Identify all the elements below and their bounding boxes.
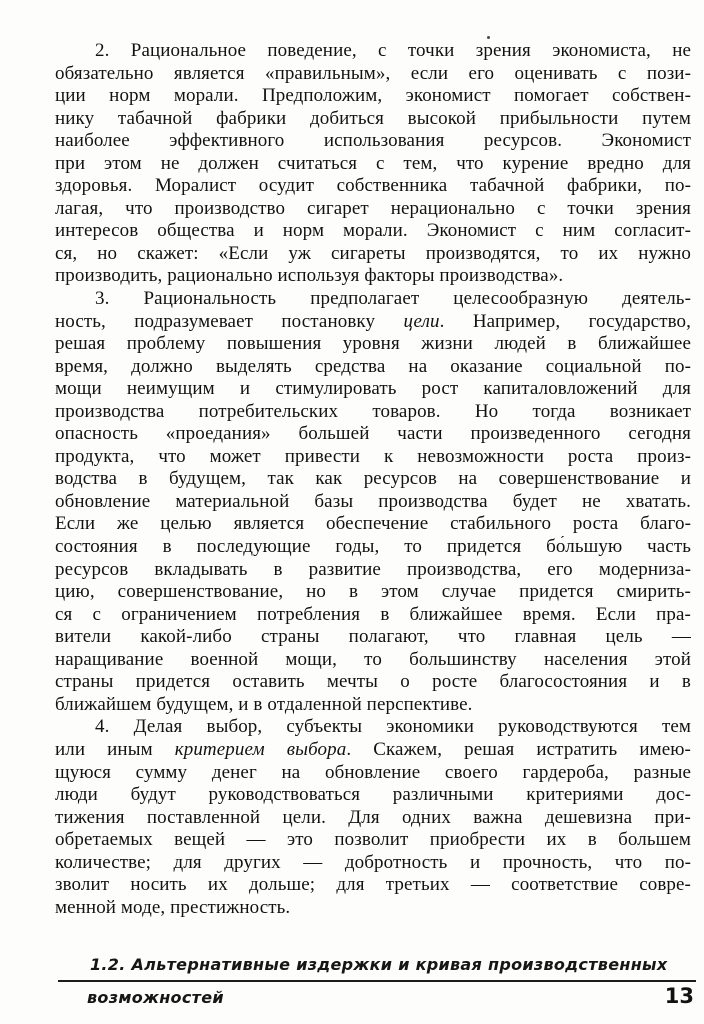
text-line: страны придется оставить мечты о росте благосостояния и в bbox=[55, 671, 691, 693]
page-number: 13 bbox=[664, 984, 694, 1008]
text-line: производства потребительских товаров. Но тогда возникает bbox=[55, 400, 691, 422]
text-line: Если же целью является обеспечение стабильного роста благо- bbox=[55, 513, 691, 535]
text-line: мощи неимущим и стимулировать рост капиталовложений для bbox=[55, 378, 691, 400]
text-line: люди будут руководствоваться различными критериями дос- bbox=[55, 784, 691, 806]
text-line: или иным критерием выбора. Скажем, решая истратить имею- bbox=[55, 738, 691, 760]
text-line: наиболее эффективного использования ресурсов. Экономист bbox=[55, 130, 691, 152]
text-line: ближайшем будущем, и в отдаленной перспективе. bbox=[55, 693, 473, 715]
text-line: нику табачной фабрики добиться высокой прибыльности путем bbox=[55, 107, 691, 129]
text-line: вители какой-либо страны полагают, что главная цель — bbox=[55, 626, 691, 648]
text-line: водства в будущем, так как ресурсов на совершенствование и bbox=[55, 468, 691, 490]
footer-bottom-row bbox=[58, 984, 696, 1010]
text-line: ся, но скажет: «Если уж сигареты производятся, то их нужно bbox=[55, 242, 691, 264]
page-footer bbox=[58, 952, 696, 1010]
text-line: наращивание военной мощи, то большинству населения этой bbox=[55, 648, 691, 670]
text-line: тижения поставленной цели. Для одних важна дешевизна при- bbox=[55, 806, 691, 828]
section-title-line2: возможностей bbox=[87, 988, 224, 1007]
text-line: зволит носить их дольше; для третьих — соответствие совре- bbox=[55, 874, 691, 896]
text-line: ресурсов вкладывать в развитие производства, его модерниза- bbox=[55, 558, 691, 580]
text-line: продукта, что может привести к невозможности роста произ- bbox=[55, 445, 691, 467]
text-line: ность, подразумевает постановку цели. Например, государство, bbox=[55, 310, 691, 332]
section-title-line1: 1.2. Альтернативные издержки и кривая производственных bbox=[90, 955, 668, 974]
text-line: щуюся сумму денег на обновление своего гардероба, разные bbox=[55, 761, 691, 783]
text-line: опасность «проедания» большей части произведенного сегодня bbox=[55, 423, 691, 445]
text-line: лагая, что производство сигарет нерационально с точки зрения bbox=[55, 197, 691, 219]
text-line: обязательно является «правильным», если его оценивать с пози- bbox=[55, 62, 691, 84]
footer-rule bbox=[58, 980, 696, 982]
text-line: время, должно выделять средства на оказание социальной по- bbox=[55, 355, 691, 377]
text-line: цию, совершенствование, но в этом случае придется смирить- bbox=[55, 581, 691, 603]
text-line: при этом не должен считаться с тем, что курение вредно для bbox=[55, 152, 691, 174]
text-line: обновление материальной базы производства будет не хватать. bbox=[55, 490, 691, 512]
text-line: здоровья. Моралист осудит собственника табачной фабрики, по- bbox=[55, 175, 691, 197]
text-line: 2. Рациональное поведение, с точки зрения экономиста, не bbox=[95, 40, 691, 61]
text-line: количестве; для других — добротность и прочность, что по- bbox=[55, 851, 691, 873]
text-line: ся с ограничением потребления в ближайшее время. Если пра- bbox=[55, 603, 691, 625]
text-line: менной моде, престижность. bbox=[55, 896, 291, 918]
text-line: ции норм морали. Предположим, экономист помогает собствен- bbox=[55, 85, 691, 107]
text-line: производить, рационально используя факторы производства». bbox=[55, 265, 564, 287]
scan-artifact-dot bbox=[487, 36, 490, 39]
text-line: 3. Рациональность предполагает целесообразную деятель- bbox=[95, 288, 691, 310]
text-line: 4. Делая выбор, субъекты экономики руководствуются тем bbox=[95, 716, 691, 738]
text-line: решая проблему повышения уровня жизни людей в ближайшее bbox=[55, 333, 691, 355]
body-text bbox=[55, 40, 691, 919]
text-line: интересов общества и норм морали. Экономист с ним согласит- bbox=[55, 220, 691, 242]
text-line: состояния в последующие годы, то придется бо́льшую часть bbox=[55, 536, 691, 558]
text-line: обретаемых вещей — это позволит приобрести их в большем bbox=[55, 829, 691, 851]
